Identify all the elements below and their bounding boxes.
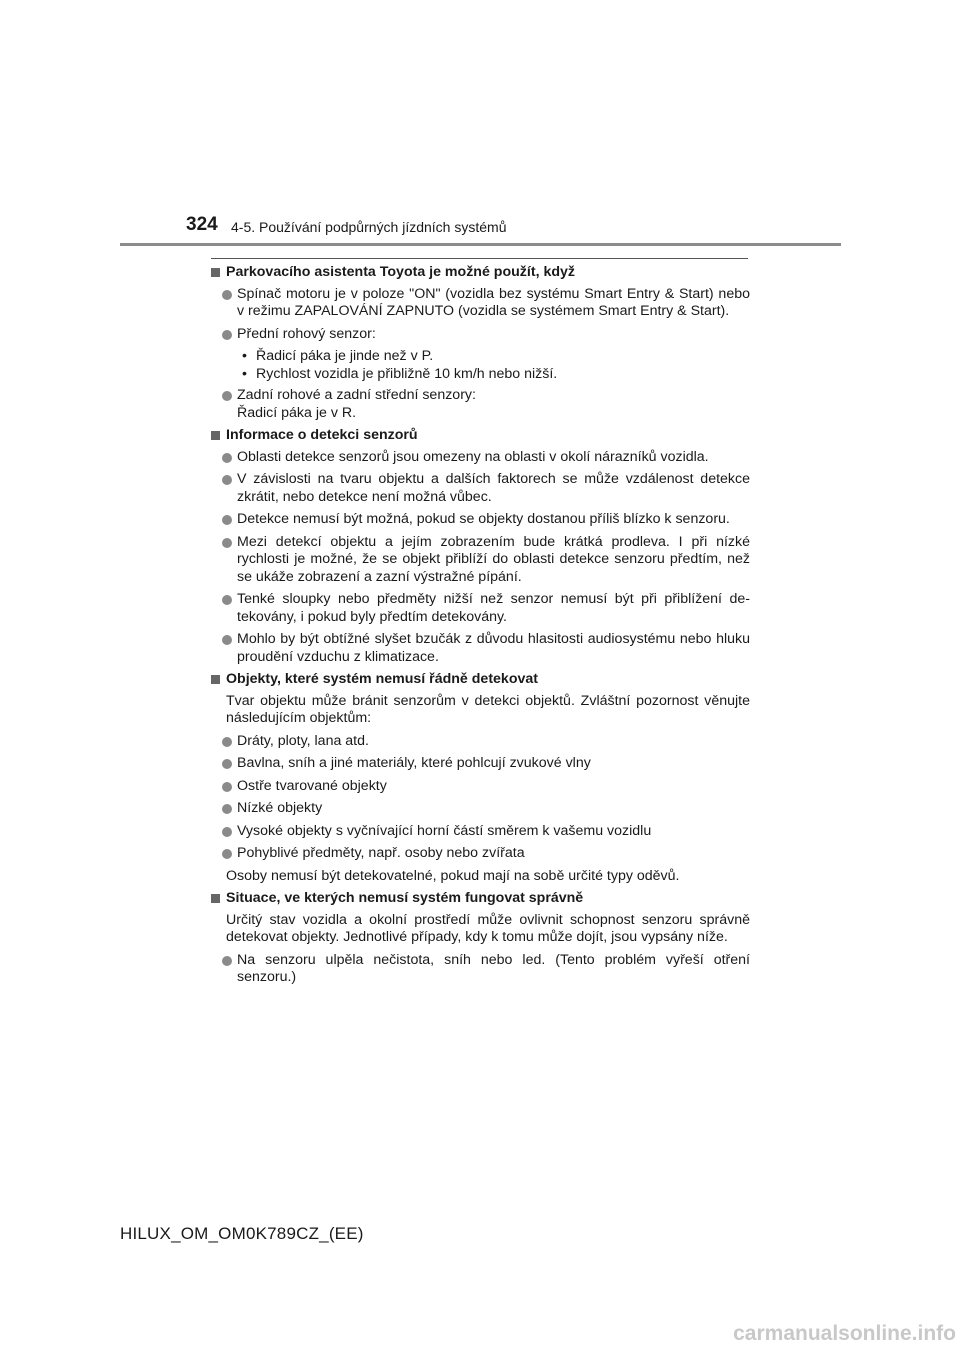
round-bullet-icon xyxy=(222,737,232,747)
list-item-text: Nízké objekty xyxy=(237,800,323,816)
round-bullet-icon xyxy=(222,595,232,605)
round-bullet-icon xyxy=(222,827,232,837)
dot-marker: • xyxy=(242,348,247,364)
section-undetectable-objects xyxy=(210,671,750,885)
section-intro: Tvar objektu může bránit senzorům v detekci objektů. Zvláštní pozornost věnujte následujícím objektům: xyxy=(226,692,750,726)
list-item-text: Vysoké objekty s vyčnívající horní částí směrem k vašemu vozidlu xyxy=(237,822,652,839)
square-bullet-icon xyxy=(211,431,220,440)
list-item xyxy=(222,387,750,422)
round-bullet-icon xyxy=(222,782,232,792)
section-intro: Určitý stav vozidla a okolní prostředí může ovlivnit schopnost senzoru správně detekovat objekty. Jednotlivé případy, kdy k tomu může dojít, jsou vypsány níže. xyxy=(226,911,750,945)
list-item-text: Přední rohový senzor: xyxy=(237,325,376,342)
sub-list-item-text: Řadicí páka je jinde než v P. xyxy=(256,348,434,364)
section-heading xyxy=(210,264,750,282)
round-bullet-icon xyxy=(222,538,232,548)
square-bullet-icon xyxy=(211,675,220,684)
section-usage-conditions xyxy=(210,264,750,422)
list-item xyxy=(222,733,750,751)
list-item-body xyxy=(237,387,750,422)
list-item-text: Ostře tvarované objekty xyxy=(237,777,387,794)
list-item xyxy=(222,800,750,818)
list-item xyxy=(222,511,750,529)
list-item-text: Zadní rohové a zadní střední senzory: xyxy=(237,387,476,403)
list-item-text-line2: Řadicí páka je v R. xyxy=(237,404,357,421)
list-item-text: Mezi detekcí objektu a jejím zobrazením bude krátká prodleva. I při nízké rychlosti je možné, že se objekt přiblíží do oblasti detekce senzoru předtím, než se ukáže zobrazení a zazní výstražné pípání. xyxy=(237,533,750,585)
round-bullet-icon xyxy=(222,290,232,300)
square-bullet-icon xyxy=(211,268,220,277)
round-bullet-icon xyxy=(222,515,232,525)
round-bullet-icon xyxy=(222,391,232,401)
list-item-text: Na senzoru ulpěla nečistota, sníh nebo led. (Tento problém vyřeší otření senzoru.) xyxy=(237,951,750,985)
sub-list-item xyxy=(238,366,750,384)
list-item-text: Detekce nemusí být možná, pokud se objekty dostanou příliš blízko k senzoru. xyxy=(237,511,730,527)
round-bullet-icon xyxy=(222,804,232,814)
list-item xyxy=(222,845,750,863)
manual-code: HILUX_OM_OM0K789CZ_(EE) xyxy=(120,1224,364,1243)
list-item xyxy=(222,286,750,321)
list-item xyxy=(222,471,750,506)
content-rule xyxy=(211,258,748,259)
section-malfunction-situations xyxy=(210,890,750,987)
list-item-text: Mohlo by být obtížné slyšet bzučák z důvodu hlasitosti audiosystému nebo hluku proudění vzduchu z klimatizace. xyxy=(237,631,750,665)
list-item xyxy=(222,449,750,467)
round-bullet-icon xyxy=(222,956,232,966)
list-item-text: Spínač motoru je v poloze "ON" (vozidla bez systému Smart Entry & Start) nebo v režimu ZAPALOVÁNÍ ZAPNUTO (vozidla se systémem Smart Entry & Start). xyxy=(237,285,750,319)
section-heading xyxy=(210,427,750,445)
list-item-text: Tenké sloupky nebo předměty nižší než senzor nemusí být při přiblížení detekovány, i pokud byly předtím detekovány. xyxy=(237,591,750,625)
list-item-text: Pohyblivé předměty, např. osoby nebo zvířata xyxy=(237,845,525,861)
header-rule xyxy=(120,243,841,246)
chapter-title: 4-5. Používání podpůrných jízdních systémů xyxy=(231,219,507,235)
list-item xyxy=(222,534,750,587)
list-item-text: V závislosti na tvaru objektu a dalších faktorech se může vzdálenost detekce zkrátit, nebo detekce není možná vůbec. xyxy=(237,471,750,505)
sub-list xyxy=(210,348,750,383)
list-item xyxy=(222,778,750,796)
list-item xyxy=(222,326,750,344)
square-bullet-icon xyxy=(211,894,220,903)
list-item xyxy=(222,952,750,987)
list-item-text: Bavlna, sníh a jiné materiály, které pohlcují zvukové vlny xyxy=(237,755,591,771)
section-heading xyxy=(210,890,750,908)
section-heading xyxy=(210,671,750,689)
page-number: 324 xyxy=(186,214,218,235)
dot-marker: • xyxy=(242,365,247,382)
section-sensor-detection xyxy=(210,427,750,666)
round-bullet-icon xyxy=(222,759,232,769)
round-bullet-icon xyxy=(222,330,232,340)
section-outro: Osoby nemusí být detekovatelné, pokud mají na sobě určité typy oděvů. xyxy=(226,867,680,884)
watermark: carmanualsonline.info xyxy=(733,1322,956,1345)
sub-list-item xyxy=(238,348,750,366)
round-bullet-icon xyxy=(222,849,232,859)
list-item xyxy=(222,755,750,773)
list-item-text: Dráty, ploty, lana atd. xyxy=(237,732,369,749)
round-bullet-icon xyxy=(222,635,232,645)
section-title: Informace o detekci senzorů xyxy=(226,427,418,443)
page-content xyxy=(210,264,750,992)
list-item xyxy=(222,823,750,841)
list-item xyxy=(222,591,750,626)
round-bullet-icon xyxy=(222,475,232,485)
section-title: Objekty, které systém nemusí řádně detekovat xyxy=(226,671,538,687)
section-title: Situace, ve kterých nemusí systém fungovat správně xyxy=(226,890,584,906)
list-item-text: Oblasti detekce senzorů jsou omezeny na oblasti v okolí nárazníků vozidla. xyxy=(237,448,709,465)
sub-list-item-text: Rychlost vozidla je přibližně 10 km/h nebo nižší. xyxy=(256,365,558,382)
round-bullet-icon xyxy=(222,453,232,463)
section-title: Parkovacího asistenta Toyota je možné použít, když xyxy=(226,264,575,280)
list-item xyxy=(222,631,750,666)
